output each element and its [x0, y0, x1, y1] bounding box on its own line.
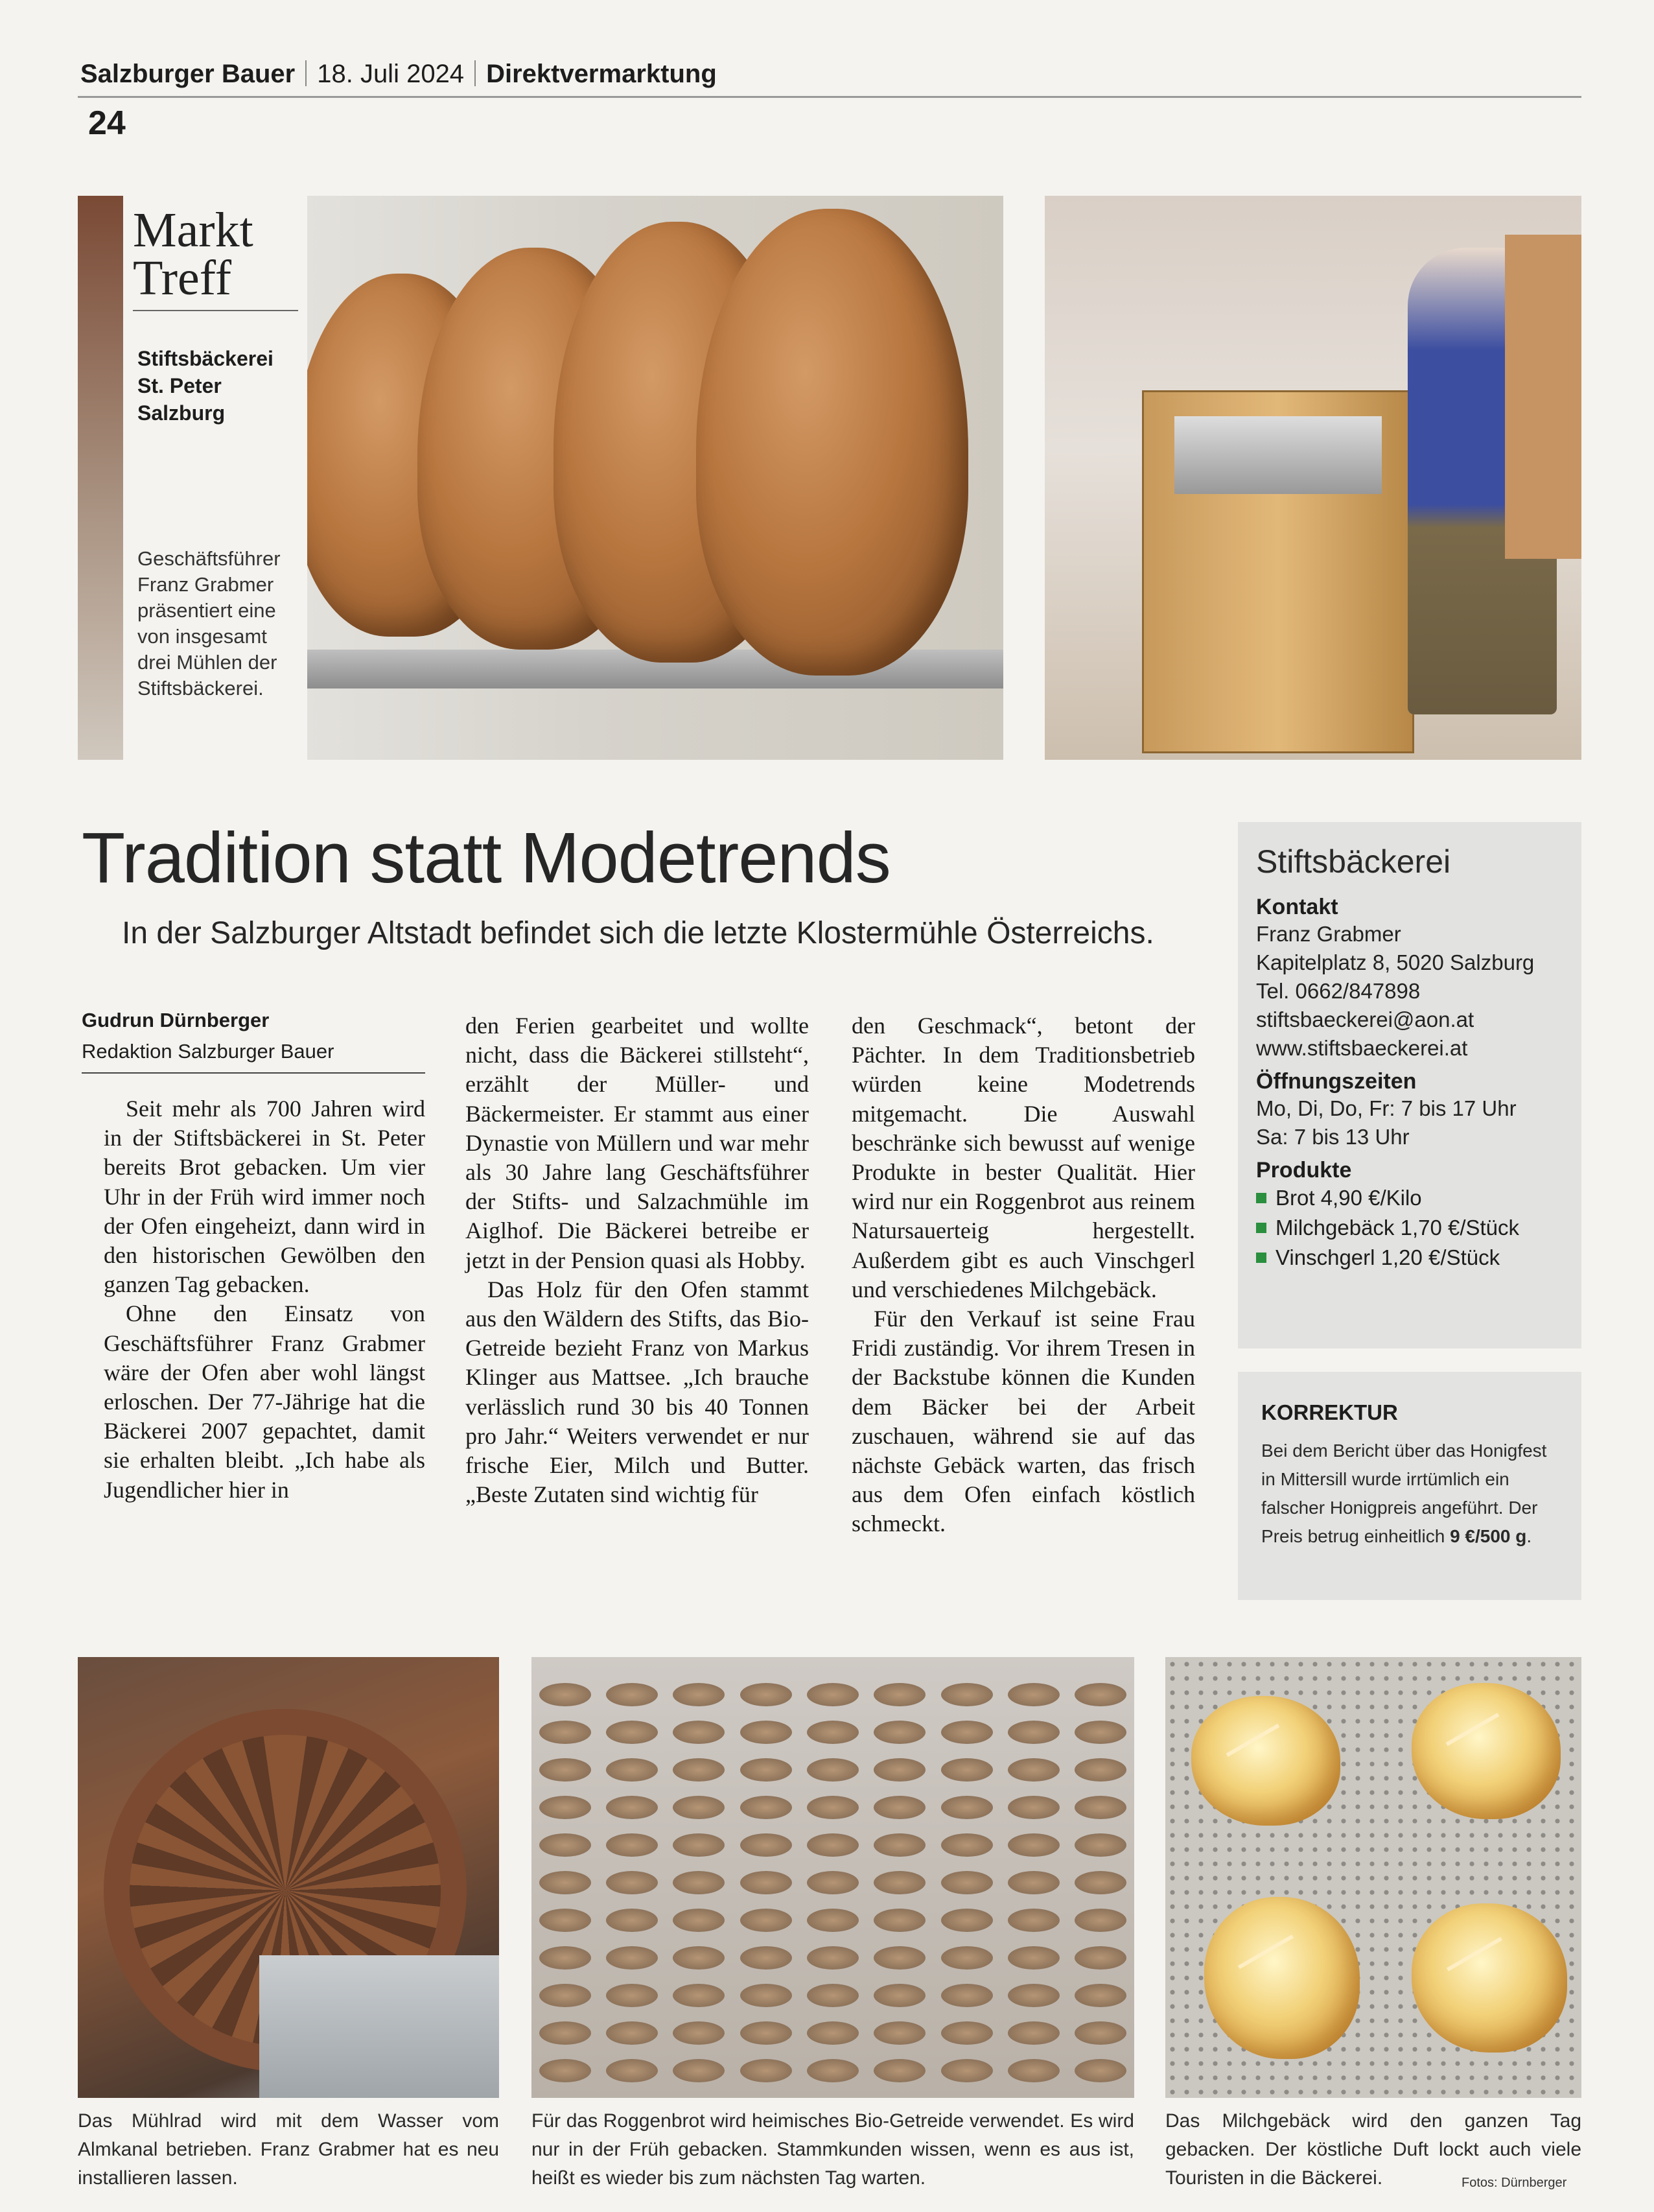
bread-loaf — [1008, 2059, 1060, 2082]
title-line: Markt — [133, 203, 253, 257]
photo-milk-rolls — [1165, 1657, 1581, 2098]
bread-loaf — [1075, 1909, 1126, 1932]
products-heading: Produkte — [1256, 1158, 1352, 1182]
bread-loaf — [1075, 2059, 1126, 2082]
product-item — [1256, 1183, 1563, 1213]
bread-loaf — [941, 2021, 993, 2045]
bread-loaf — [807, 1984, 859, 2007]
bread-loaf — [874, 2021, 926, 2045]
bread-loaf — [539, 1833, 591, 1857]
paragraph: Das Holz für den Ofen stammt aus den Wäldern des Stifts, das Bio-Getreide bezieht Franz von Markus Klinger aus Mattsee. „Ich brauche verlässlich rund 30 bis 40 Tonnen pro Jahr.“ Weiters verwendet er nur frische Eier, Milch und Butter. „Beste Zutaten sind wichtig für — [465, 1276, 809, 1508]
product-label: Milchgebäck 1,70 €/Stück — [1275, 1216, 1520, 1240]
bread-loaf — [673, 1946, 725, 1970]
bread-loaf — [673, 1984, 725, 2007]
bread-loaf — [606, 1683, 658, 1706]
bread-loaf — [539, 1984, 591, 2007]
correction-price: 9 €/500 g — [1450, 1526, 1527, 1546]
milk-roll — [1412, 1683, 1561, 1819]
bread-loaf — [941, 1721, 993, 1744]
contact-email: stiftsbaeckerei@aon.at — [1256, 1007, 1474, 1031]
bread-loaf — [1075, 2021, 1126, 2045]
bread-loaf — [740, 1796, 792, 1819]
section-name: Direktvermarktung — [486, 60, 717, 88]
bread-loaf — [539, 2059, 591, 2082]
article-subheadline: In der Salzburger Altstadt befindet sich die letzte Klostermühle Österreichs. — [122, 916, 1154, 950]
paragraph: Seit mehr als 700 Jahren wird in der Stiftsbäckerei in St. Peter bereits Brot gebacken. Um vier Uhr in der Früh wird immer noch der Ofen eingeheizt, dann wird in den historischen Gewölben den ganzen Tag gebacken. — [104, 1096, 425, 1298]
rack-shelf — [531, 1683, 1134, 1706]
article-column-1 — [104, 1094, 425, 1505]
paragraph: den Ferien gearbeitet und wollte nicht, dass die Bäckerei stillsteht“, erzählt der Müller- und Bäckermeister. Er stammt aus einer Dynastie von Müllern und war mehr als 30 Jahre lang Geschäftsführer der Stifts- und Salzachmühle im Aiglhof. Die Bäckerei betreibe er jetzt in der Pension quasi als Hobby. — [465, 1013, 809, 1273]
rack-shelf — [531, 1758, 1134, 1782]
caption-line: Franz Grabmer — [137, 573, 274, 596]
rack-shelf — [531, 1984, 1134, 2007]
bread-loaf — [606, 2059, 658, 2082]
page-number: 24 — [88, 104, 126, 142]
contact-address: Kapitelplatz 8, 5020 Salzburg — [1256, 950, 1535, 974]
bread-loaf — [539, 1871, 591, 1894]
bread-loaf — [807, 1758, 859, 1782]
bread-loaf — [740, 1833, 792, 1857]
bread-loaf — [740, 1683, 792, 1706]
product-label: Brot 4,90 €/Kilo — [1275, 1186, 1422, 1210]
caption-line: präsentiert eine — [137, 599, 276, 622]
bread-loaf — [673, 2021, 725, 2045]
article-column-3 — [852, 1011, 1195, 1539]
correction-end: . — [1526, 1526, 1532, 1546]
photo-credit: Fotos: Dürnberger — [1462, 2176, 1567, 2190]
paragraph: den Geschmack“, betont der Pächter. In dem Traditionsbetrieb würden keine Modetrends mitgemacht. Die Auswahl beschränke sich bewusst auf wenige Produkte in bester Qualität. Hier wird nur ein Roggenbrot aus reinem Natursauerteig hergestellt. Außerdem gibt es auch Vinschgerl und verschiedenes Milchgebäck. — [852, 1013, 1195, 1302]
bread-loaf — [539, 1758, 591, 1782]
bread-loaf — [807, 1683, 859, 1706]
bread-loaf — [941, 1871, 993, 1894]
bread-loaf — [740, 1984, 792, 2007]
bread-loaf — [539, 2021, 591, 2045]
correction-box — [1238, 1372, 1581, 1600]
bread-loaf — [807, 1871, 859, 1894]
bread-loaf — [1008, 1833, 1060, 1857]
header-rule — [78, 96, 1581, 98]
bread-loaf — [740, 2059, 792, 2082]
bread-loaf — [874, 1984, 926, 2007]
product-label: Vinschgerl 1,20 €/Stück — [1275, 1245, 1500, 1269]
markt-treff-photo-strip — [78, 196, 123, 760]
subtitle-line: Stiftsbäckerei — [137, 347, 274, 370]
bread-loaf — [673, 1871, 725, 1894]
photo-grain-mill-with-manager — [1045, 196, 1581, 760]
milk-roll — [1204, 1897, 1360, 2059]
bread-loaf — [740, 2021, 792, 2045]
bread-loaf — [941, 1796, 993, 1819]
bread-loaf — [740, 1721, 792, 1744]
subtitle-line: Salzburg — [137, 401, 226, 425]
photo-rye-bread-loaves — [307, 196, 1003, 760]
bread-loaf — [673, 1758, 725, 1782]
bread-loaf — [874, 1946, 926, 1970]
contact-website: www.stiftsbaeckerei.at — [1256, 1036, 1468, 1060]
bread-loaf — [539, 1721, 591, 1744]
rack-shelf — [531, 1909, 1134, 1932]
correction-body: Bei dem Bericht über das Honigfest in Mittersill wurde irrtümlich ein falscher Honigpreis angeführt. Der Preis betrug einheitlich — [1261, 1441, 1547, 1546]
bread-loaf — [740, 1871, 792, 1894]
issue-date: 18. Juli 2024 — [317, 60, 465, 88]
bread-loaf — [807, 2059, 859, 2082]
bread-loaf — [807, 1946, 859, 1970]
bread-loaf — [807, 2021, 859, 2045]
bread-loaf — [606, 2021, 658, 2045]
bread-loaf — [606, 1721, 658, 1744]
bread-loaf — [874, 1721, 926, 1744]
bread-loaf — [1008, 1796, 1060, 1819]
title-line: Treff — [133, 251, 232, 305]
rack-shelf — [531, 1721, 1134, 1744]
millstone-cover — [1174, 416, 1382, 494]
green-square-bullet-icon — [1256, 1193, 1266, 1203]
caption-line: von insgesamt — [137, 625, 267, 648]
bread-loaf — [1075, 1796, 1126, 1819]
bread-loaf — [539, 1909, 591, 1932]
contact-name: Franz Grabmer — [1256, 922, 1401, 946]
article-column-2 — [465, 1011, 809, 1509]
green-square-bullet-icon — [1256, 1253, 1266, 1263]
bread-loaf — [1075, 1683, 1126, 1706]
rack-shelf — [531, 1796, 1134, 1819]
markt-treff-title — [133, 203, 253, 305]
milk-roll — [1191, 1696, 1340, 1826]
bread-loaf — [1008, 1683, 1060, 1706]
bread-loaf — [807, 1909, 859, 1932]
header-divider — [305, 60, 307, 86]
bread-loaf — [874, 1796, 926, 1819]
caption-milk-rolls: Das Milchgebäck wird den ganzen Tag gebacken. Der köstliche Duft lockt auch viele Touristen in die Bäckerei. — [1165, 2110, 1581, 2189]
bread-loaf — [807, 1796, 859, 1819]
bread-loaf — [673, 1721, 725, 1744]
bread-loaf — [606, 1946, 658, 1970]
bread-loaf — [941, 1683, 993, 1706]
photo-mill-wheel — [78, 1657, 499, 2098]
bread-loaf — [874, 1833, 926, 1857]
top-photo-caption — [137, 546, 306, 701]
bread-loaf — [1008, 2021, 1060, 2045]
bread-loaf — [1008, 1758, 1060, 1782]
info-box-title: Stiftsbäckerei — [1256, 843, 1451, 880]
bread-loaf — [696, 209, 968, 676]
bread-loaf — [606, 1796, 658, 1819]
article-headline: Tradition statt Modetrends — [82, 818, 891, 898]
bread-loaf — [807, 1721, 859, 1744]
bread-loaf — [874, 1758, 926, 1782]
bread-loaf — [1008, 1721, 1060, 1744]
bread-loaf — [673, 2059, 725, 2082]
author-role: Redaktion Salzburger Bauer — [82, 1040, 334, 1063]
rack-shelf — [531, 1833, 1134, 1857]
title-underline — [133, 310, 298, 311]
header-divider — [474, 60, 476, 86]
bread-loaf — [606, 1984, 658, 2007]
rack-shelf — [531, 1871, 1134, 1894]
correction-heading: KORREKTUR — [1261, 1400, 1398, 1424]
hours-heading: Öffnungszeiten — [1256, 1069, 1417, 1094]
rack-shelf — [531, 2021, 1134, 2045]
correction-text — [1261, 1437, 1558, 1551]
rack-shelf — [531, 2059, 1134, 2082]
bread-loaf — [606, 1909, 658, 1932]
paragraph: Ohne den Einsatz von Geschäftsführer Franz Grabmer wäre der Ofen aber wohl längst erloschen. Der 77-Jährige hat die Bäckerei 2007 gepachtet, damit sie erhalten bleibt. „Ich habe als Jugendlicher hier in — [104, 1300, 425, 1503]
bread-loaf — [673, 1796, 725, 1819]
bread-loaf — [1008, 1871, 1060, 1894]
bread-loaf — [539, 1683, 591, 1706]
contact-heading: Kontakt — [1256, 895, 1338, 919]
bread-loaf — [1075, 1758, 1126, 1782]
author-name: Gudrun Dürnberger — [82, 1009, 270, 1031]
bread-loaf — [673, 1909, 725, 1932]
bread-loaf — [1075, 1946, 1126, 1970]
caption-line: drei Mühlen der — [137, 651, 277, 674]
page-header — [80, 60, 717, 89]
publication-name: Salzburger Bauer — [80, 60, 296, 88]
bread-loaf — [941, 1984, 993, 2007]
bread-loaf — [941, 2059, 993, 2082]
bread-loaf — [740, 1758, 792, 1782]
bread-loaf — [874, 2059, 926, 2082]
bread-loaf — [1008, 1984, 1060, 2007]
bread-loaf — [1008, 1909, 1060, 1932]
milk-roll — [1412, 1903, 1567, 2053]
caption-line: Stiftsbäckerei. — [137, 677, 264, 700]
bread-loaf — [1075, 1871, 1126, 1894]
green-square-bullet-icon — [1256, 1223, 1266, 1233]
bread-loaf — [740, 1946, 792, 1970]
bread-loaf — [1075, 1721, 1126, 1744]
bread-loaf — [539, 1796, 591, 1819]
info-box — [1238, 822, 1581, 1348]
caption-bread-rack: Für das Roggenbrot wird heimisches Bio-Getreide verwendet. Es wird nur in der Früh gebacken. Stammkunden wissen, wenn es aus ist, heißt es wieder bis zum nächsten Tag warten. — [531, 2110, 1134, 2189]
bread-loaf — [1008, 1946, 1060, 1970]
water-channel — [259, 1955, 499, 2098]
bread-loaf — [1075, 1833, 1126, 1857]
bread-loaf — [941, 1758, 993, 1782]
hours-weekdays: Mo, Di, Do, Fr: 7 bis 17 Uhr — [1256, 1096, 1517, 1120]
bread-loaf — [807, 1833, 859, 1857]
bread-loaf — [606, 1833, 658, 1857]
bread-loaf — [673, 1833, 725, 1857]
bread-loaf — [941, 1909, 993, 1932]
bread-loaf — [941, 1946, 993, 1970]
bread-loaf — [874, 1909, 926, 1932]
bread-loaf — [539, 1946, 591, 1970]
hours-saturday: Sa: 7 bis 13 Uhr — [1256, 1125, 1410, 1149]
markt-treff-subtitle — [137, 345, 306, 427]
bread-loaf — [874, 1871, 926, 1894]
photo-bread-rack — [531, 1657, 1134, 2098]
bread-loaf — [606, 1758, 658, 1782]
bread-loaf — [673, 1683, 725, 1706]
caption-line: Geschäftsführer — [137, 547, 281, 570]
subtitle-line: St. Peter — [137, 374, 222, 397]
caption-mill-wheel: Das Mühlrad wird mit dem Wasser vom Almkanal betrieben. Franz Grabmer hat es neu installieren lassen. — [78, 2110, 499, 2189]
bread-loaf — [941, 1833, 993, 1857]
wooden-door — [1505, 235, 1581, 559]
byline-rule — [82, 1072, 425, 1074]
product-item — [1256, 1243, 1563, 1273]
rack-shelf — [531, 1946, 1134, 1970]
contact-phone: Tel. 0662/847898 — [1256, 979, 1421, 1003]
product-item — [1256, 1213, 1563, 1243]
bread-loaf — [740, 1909, 792, 1932]
paragraph: Für den Verkauf ist seine Frau Fridi zuständig. Vor ihrem Tresen in der Backstube können die Kunden dem Bäcker bei der Arbeit zuschauen, während sie auf das nächste Gebäck warten, das frisch aus dem Ofen einfach köstlich schmeckt. — [852, 1306, 1195, 1537]
bread-loaf — [606, 1871, 658, 1894]
bread-loaf — [1075, 1984, 1126, 2007]
bread-loaf — [874, 1683, 926, 1706]
